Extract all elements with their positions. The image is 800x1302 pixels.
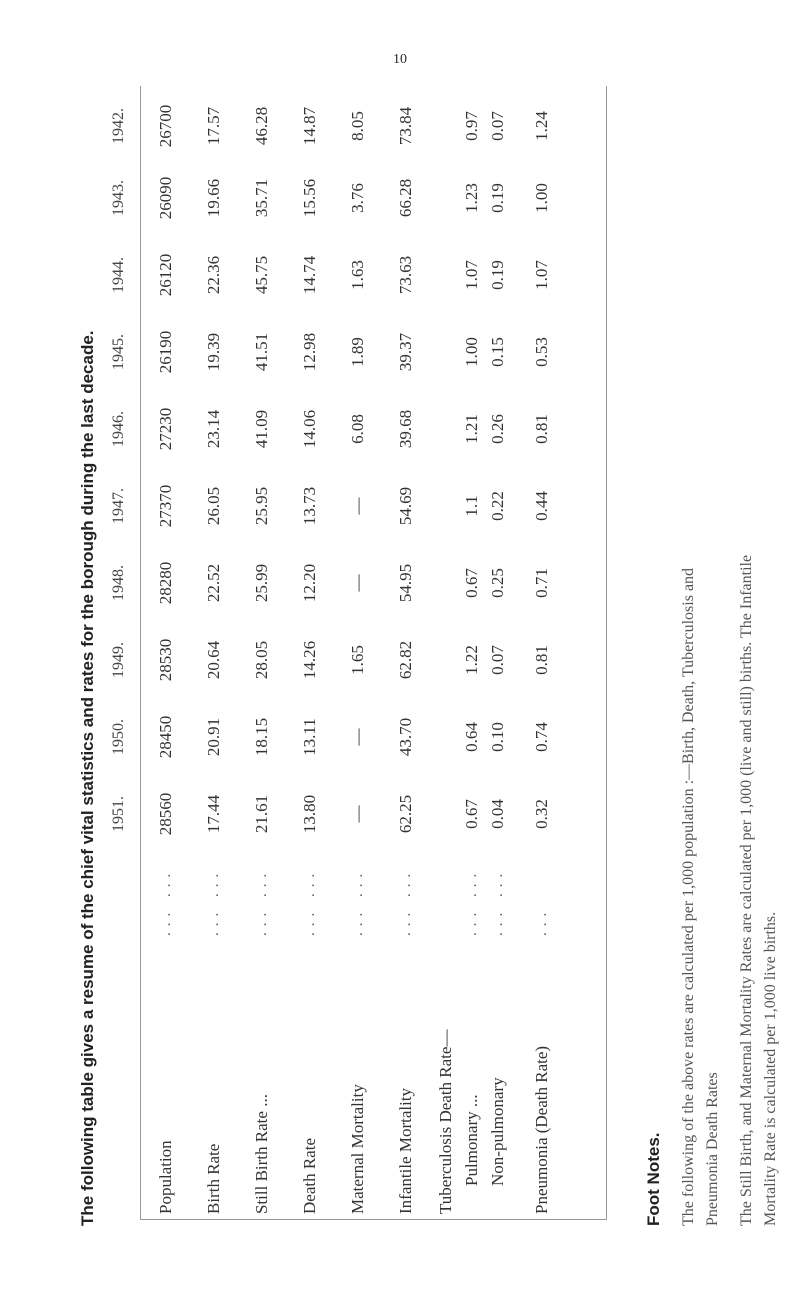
- table-cell: 17.57: [204, 106, 223, 146]
- table-cell: 66.28: [396, 178, 415, 218]
- row-label: Non-pulmonary: [488, 1077, 507, 1186]
- table-cell: 0.64: [462, 722, 481, 752]
- table-cell: 1.23: [462, 183, 481, 213]
- table-cell: 26.05: [204, 486, 223, 526]
- table-cell: 35.71: [252, 178, 271, 218]
- row-leader-dots: ... ...: [206, 867, 222, 936]
- row-label: Maternal Mortality: [348, 1084, 367, 1214]
- row-leader-dots: ...: [534, 906, 550, 936]
- table-cell: 62.82: [396, 640, 415, 680]
- foot-note: Pneumonia Death Rates: [704, 1072, 721, 1226]
- table-cell: 1.65: [348, 645, 367, 675]
- table-cell: 0.25: [488, 568, 507, 598]
- table-cell: 28.05: [252, 640, 271, 680]
- table-cell: 25.95: [252, 486, 271, 526]
- table-cell: —: [348, 497, 367, 515]
- table-cell: 0.44: [532, 491, 551, 521]
- table-cell: 45.75: [252, 255, 271, 295]
- table-cell: 3.76: [348, 183, 367, 213]
- table-cell: 14.87: [300, 106, 319, 146]
- table-cell: 14.26: [300, 640, 319, 680]
- table-cell: 41.51: [252, 332, 271, 372]
- table-cell: 27370: [156, 484, 175, 528]
- table-cell: 0.67: [462, 568, 481, 598]
- table-cell: 17.44: [204, 794, 223, 834]
- year-header: 1943.: [110, 180, 127, 216]
- table-cell: 39.37: [396, 332, 415, 372]
- table-heading: The following table gives a resume of the chief vital statistics and rates for the borough during the last decade.: [78, 330, 97, 1226]
- table-cell: 28560: [156, 792, 175, 836]
- table-cell: 19.66: [204, 178, 223, 218]
- table-cell: 13.11: [300, 718, 319, 756]
- table-cell: 46.28: [252, 106, 271, 146]
- table-cell: 22.52: [204, 563, 223, 603]
- table-cell: 8.05: [348, 111, 367, 141]
- table-cell: 25.99: [252, 563, 271, 603]
- year-header: 1947.: [110, 488, 127, 524]
- table-cell: 27230: [156, 407, 175, 451]
- rotated-table-page: [78, 86, 779, 1226]
- table-cell: 0.22: [488, 491, 507, 521]
- row-label: Birth Rate: [204, 1143, 223, 1214]
- foot-note: The Still Birth, and Maternal Mortality Rates are calculated per 1,000 (live and still) births. The Infantile: [738, 554, 755, 1226]
- table-bottom-rule: [606, 86, 607, 1220]
- table-cell: 13.80: [300, 794, 319, 834]
- table-cell: 23.14: [204, 409, 223, 449]
- table-cell: 0.97: [462, 111, 481, 141]
- table-cell: 0.07: [488, 111, 507, 141]
- table-cell: 1.1: [462, 495, 481, 517]
- year-header: 1946.: [110, 411, 127, 447]
- table-cell: 14.06: [300, 409, 319, 449]
- table-cell: 0.15: [488, 337, 507, 367]
- row-leader-dots: ... ...: [254, 867, 270, 936]
- table-cell: 21.61: [252, 794, 271, 834]
- table-cell: —: [348, 728, 367, 746]
- page-number: 10: [393, 52, 407, 67]
- table-cell: 0.81: [532, 414, 551, 444]
- table-cell: 0.32: [532, 799, 551, 829]
- table-cell: —: [348, 574, 367, 592]
- year-header: 1950.: [110, 719, 127, 755]
- table-cell: 0.04: [488, 799, 507, 829]
- table-cell: 28280: [156, 561, 175, 605]
- table-cell: 1.63: [348, 260, 367, 290]
- table-cell: 28530: [156, 638, 175, 682]
- table-cell: 20.91: [204, 717, 223, 757]
- table-cell: 0.10: [488, 722, 507, 752]
- row-leader-dots: ... ...: [302, 867, 318, 936]
- table-cell: 26090: [156, 176, 175, 220]
- year-header: 1945.: [110, 334, 127, 370]
- table-cell: 12.98: [300, 332, 319, 372]
- year-header: 1942.: [110, 108, 127, 144]
- year-header: 1944.: [110, 257, 127, 293]
- table-cell: 1.00: [462, 337, 481, 367]
- table-cell: 54.95: [396, 563, 415, 603]
- row-label: Tuberculosis Death Rate—: [436, 1029, 455, 1214]
- table-cell: 0.74: [532, 722, 551, 752]
- table-cell: 1.00: [532, 183, 551, 213]
- table-cell: —: [348, 805, 367, 823]
- table-cell: 13.73: [300, 486, 319, 526]
- table-cell: 1.07: [462, 260, 481, 290]
- table-cell: 73.63: [396, 255, 415, 295]
- table-cell: 26120: [156, 253, 175, 297]
- foot-note: The following of the above rates are calculated per 1,000 population :—Birth, Death, Tuberculosis and: [680, 567, 697, 1226]
- table-cell: 43.70: [396, 717, 415, 757]
- row-label: Pneumonia (Death Rate): [532, 1045, 551, 1214]
- table-cell: 1.89: [348, 337, 367, 367]
- table-cell: 54.69: [396, 486, 415, 526]
- table-cell: 0.81: [532, 645, 551, 675]
- table-cell: 0.53: [532, 337, 551, 367]
- row-leader-dots: ... ...: [490, 867, 506, 936]
- foot-notes-title: Foot Notes.: [644, 1132, 663, 1226]
- table-cell: 14.74: [300, 255, 319, 295]
- table-cell: 12.20: [300, 563, 319, 603]
- table-top-rule: [140, 86, 141, 1220]
- table-cell: 0.07: [488, 645, 507, 675]
- table-cell: 22.36: [204, 255, 223, 295]
- row-label: Still Birth Rate ...: [252, 1094, 271, 1214]
- table-cell: 0.26: [488, 414, 507, 444]
- table-cell: 1.07: [532, 260, 551, 290]
- table-cell: 73.84: [396, 106, 415, 146]
- row-label: Infantile Mortality: [396, 1087, 415, 1214]
- year-header: 1948.: [110, 565, 127, 601]
- row-leader-dots: ... ...: [464, 867, 480, 936]
- table-cell: 0.71: [532, 568, 551, 598]
- row-label: Population: [156, 1140, 175, 1214]
- foot-note: Mortality Rate is calculated per 1,000 live births.: [762, 911, 779, 1226]
- row-leader-dots: ... ...: [158, 867, 174, 936]
- table-cell: 19.39: [204, 332, 223, 372]
- table-cell: 1.21: [462, 414, 481, 444]
- table-cell: 1.22: [462, 645, 481, 675]
- table-cell: 26190: [156, 330, 175, 374]
- table-cell: 18.15: [252, 717, 271, 757]
- table-cell: 20.64: [204, 640, 223, 680]
- table-cell: 39.68: [396, 409, 415, 449]
- row-leader-dots: ... ...: [398, 867, 414, 936]
- table-cell: 15.56: [300, 178, 319, 218]
- table-cell: 26700: [156, 104, 175, 148]
- table-cell: 1.24: [532, 111, 551, 141]
- row-label: Death Rate: [300, 1138, 319, 1214]
- table-cell: 0.19: [488, 260, 507, 290]
- row-label: Pulmonary ...: [462, 1094, 481, 1186]
- table-cell: 0.19: [488, 183, 507, 213]
- year-header: 1949.: [110, 642, 127, 678]
- table-cell: 6.08: [348, 414, 367, 444]
- year-header: 1951.: [110, 796, 127, 832]
- table-cell: 41.09: [252, 409, 271, 449]
- table-cell: 28450: [156, 715, 175, 759]
- table-cell: 0.67: [462, 799, 481, 829]
- table-left-rule: [140, 1219, 607, 1220]
- table-cell: 62.25: [396, 794, 415, 834]
- row-leader-dots: ... ...: [350, 867, 366, 936]
